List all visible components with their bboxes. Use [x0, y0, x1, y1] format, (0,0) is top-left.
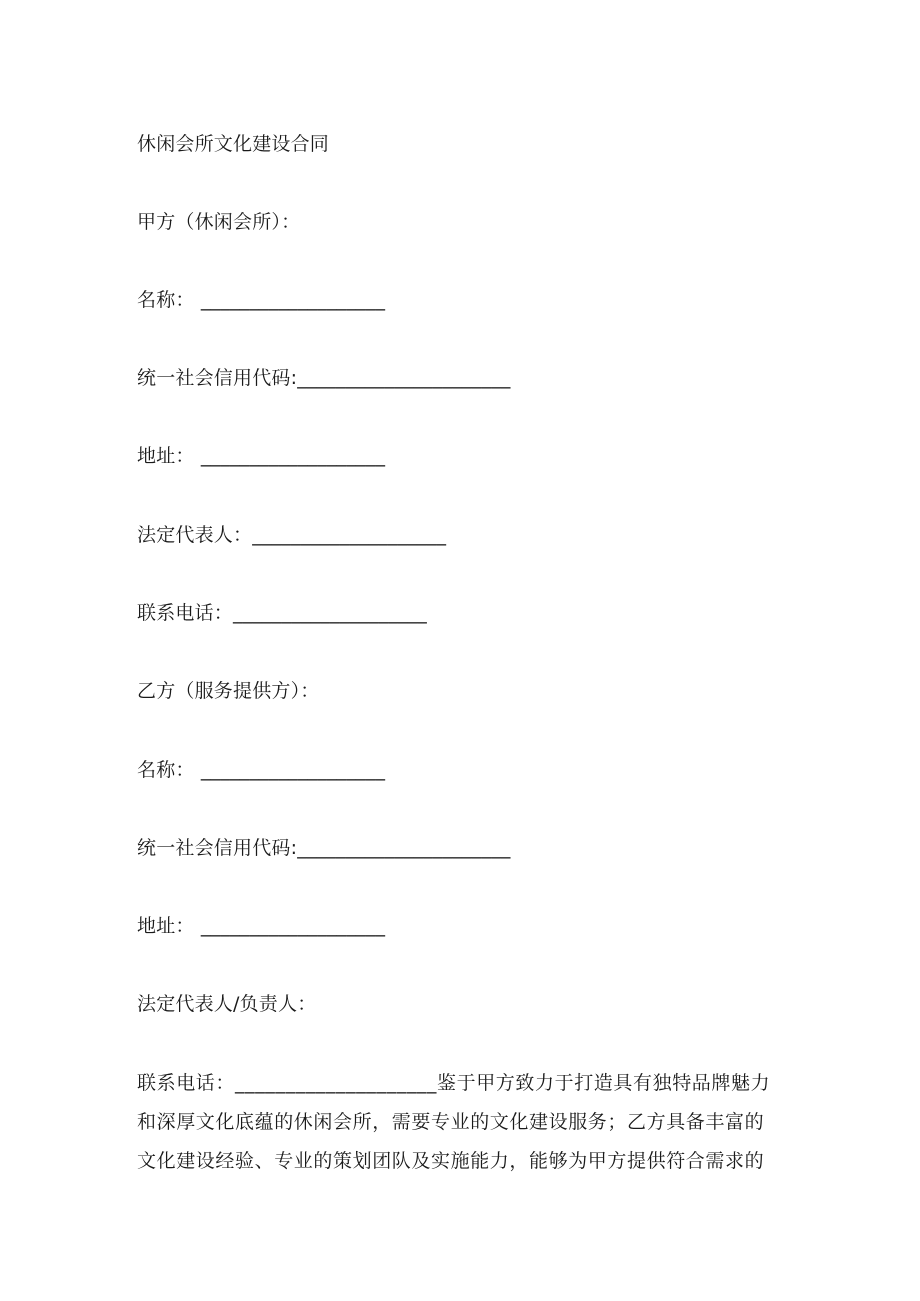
- party-a-name-field: 名称： ___________________: [137, 289, 386, 311]
- party-b-name-field: 名称： ___________________: [137, 759, 386, 781]
- party-b-address-field: 地址： ___________________: [137, 915, 386, 937]
- party-b-credit-code-field: 统一社会信用代码:______________________: [137, 837, 511, 859]
- recital-line: 和深厚文化底蕴的休闲会所，需要专业的文化建设服务；乙方具备丰富的: [137, 1111, 765, 1133]
- recital-paragraph: [137, 1064, 787, 1181]
- recital-line: 文化建设经验、专业的策划团队及实施能力，能够为甲方提供符合需求的: [137, 1150, 765, 1172]
- document-title: 休闲会所文化建设合同: [137, 133, 330, 155]
- party-a-heading: 甲方（休闲会所）：: [137, 211, 301, 233]
- party-a-address-field: 地址： ___________________: [137, 445, 386, 467]
- party-a-credit-code-field: 统一社会信用代码:______________________: [137, 367, 511, 389]
- party-a-phone-field: 联系电话：____________________: [137, 602, 428, 624]
- party-b-legal-rep-field: 法定代表人/负责人：: [137, 993, 317, 1015]
- party-a-legal-rep-field: 法定代表人：____________________: [137, 524, 447, 546]
- party-b-heading: 乙方（服务提供方）：: [137, 680, 320, 702]
- party-b-phone-and-recital-line: 联系电话：____________________鉴于甲方致力于打造具有独特品牌魅力: [137, 1072, 771, 1094]
